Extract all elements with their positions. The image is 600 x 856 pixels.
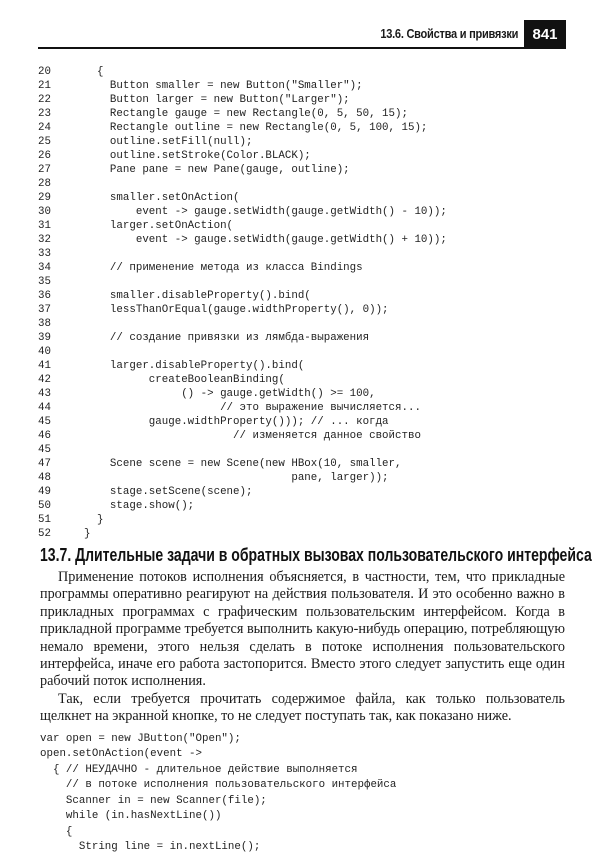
code-text: smaller.disableProperty().bind(: [84, 290, 311, 302]
line-number: 24: [38, 122, 51, 134]
code-text: createBooleanBinding(: [84, 374, 285, 386]
code-text: Button larger = new Button("Larger");: [84, 94, 350, 106]
code-line: [38, 401, 447, 415]
line-number: 22: [38, 94, 51, 106]
code-text: {: [84, 66, 104, 78]
code-text: }: [84, 514, 104, 526]
code-line: [38, 387, 447, 401]
line-number: 35: [38, 276, 51, 288]
line-number: 21: [38, 80, 51, 92]
code-text: stage.show();: [84, 500, 195, 512]
code-line: [38, 345, 447, 359]
code-line: [38, 443, 447, 457]
code-line: // в потоке исполнения пользовательского интерфейса: [40, 779, 397, 792]
code-line: [38, 415, 447, 429]
code-text: Rectangle gauge = new Rectangle(0, 5, 50, 15);: [84, 108, 408, 120]
code-line: var open = new JButton("Open");: [40, 732, 241, 745]
code-line: [38, 107, 447, 121]
line-number: 36: [38, 290, 51, 302]
code-line: [38, 93, 447, 107]
section-heading: 13.7. Длительные задачи в обратных вызовах пользовательского интерфейса: [40, 545, 592, 565]
line-number: 23: [38, 108, 51, 120]
line-number: 43: [38, 388, 51, 400]
line-number: 33: [38, 248, 51, 260]
code-text: outline.setFill(null);: [84, 136, 253, 148]
line-number: 34: [38, 262, 51, 274]
code-text: larger.setOnAction(: [84, 220, 234, 232]
code-text: // изменяется данное свойство: [84, 430, 421, 442]
line-number: 32: [38, 234, 51, 246]
code-text: event -> gauge.setWidth(gauge.getWidth() - 10));: [84, 206, 447, 218]
line-number: 45: [38, 444, 51, 456]
code-line: [38, 457, 447, 471]
code-line: [38, 485, 447, 499]
line-number: 28: [38, 178, 51, 190]
line-number: 52: [38, 528, 51, 540]
code-line: [38, 471, 447, 485]
code-text: Scene scene = new Scene(new HBox(10, smaller,: [84, 458, 402, 470]
code-text: }: [84, 528, 91, 540]
paragraph: Так, если требуется прочитать содержимое файла, как только пользователь щелкнет на экранной кнопке, то не следует поступать так, как показано ниже.: [40, 690, 565, 725]
code-text: event -> gauge.setWidth(gauge.getWidth() + 10));: [84, 234, 447, 246]
code-line: [38, 191, 447, 205]
code-line: [38, 275, 447, 289]
code-line: [38, 135, 447, 149]
line-number: 49: [38, 486, 51, 498]
line-number: 29: [38, 192, 51, 204]
line-number: 26: [38, 150, 51, 162]
code-line: open.setOnAction(event ->: [40, 748, 202, 761]
page-number: 841: [524, 20, 566, 49]
paragraph: Применение потоков исполнения объясняется, в частности, тем, что прикладные программы оперативно реагируют на действия пользователя. И это особенно важно в прикладных программах с графическим пользовательским интерфейсом. Когда в прикладной программе требуется выполнить какую-нибудь операцию, потребляющую немало времени, этого нельзя сделать в потоке исполнения пользовательского интерфейса, иначе его работа застопорится. Вместо этого следует запустить еще один рабочий поток исполнения.: [40, 569, 565, 690]
code-text: // создание привязки из лямбда-выражения: [84, 332, 370, 344]
code-line: [38, 331, 447, 345]
line-number: 50: [38, 500, 51, 512]
code-line: [38, 219, 447, 233]
code-text: lessThanOrEqual(gauge.widthProperty(), 0));: [84, 304, 389, 316]
code-line: [38, 65, 447, 79]
code-line: [38, 429, 447, 443]
code-snippet: [40, 732, 565, 856]
code-text: () -> gauge.getWidth() >= 100,: [84, 388, 376, 400]
code-line: {: [40, 825, 73, 838]
code-line: [38, 163, 447, 177]
line-number: 47: [38, 458, 51, 470]
code-line: String line = in.nextLine();: [40, 841, 261, 854]
code-text: gauge.widthProperty())); // ... когда: [84, 416, 389, 428]
code-text: larger.disableProperty().bind(: [84, 360, 305, 372]
code-line: [38, 373, 447, 387]
code-listing: [38, 65, 447, 541]
code-line: [38, 247, 447, 261]
code-line: [38, 359, 447, 373]
code-line: Scanner in = new Scanner(file);: [40, 794, 267, 807]
running-header-title: 13.6. Свойства и привязки: [380, 26, 518, 41]
code-text: smaller.setOnAction(: [84, 192, 240, 204]
code-line: [38, 303, 447, 317]
code-text: stage.setScene(scene);: [84, 486, 253, 498]
code-line: [38, 261, 447, 275]
code-text: pane, larger));: [84, 472, 389, 484]
line-number: 25: [38, 136, 51, 148]
code-line: [38, 79, 447, 93]
code-text: // применение метода из класса Bindings: [84, 262, 363, 274]
line-number: 39: [38, 332, 51, 344]
line-number: 46: [38, 430, 51, 442]
line-number: 20: [38, 66, 51, 78]
code-line: while (in.hasNextLine()): [40, 810, 222, 823]
code-line: [38, 121, 447, 135]
line-number: 42: [38, 374, 51, 386]
line-number: 30: [38, 206, 51, 218]
line-number: 38: [38, 318, 51, 330]
code-line: [38, 177, 447, 191]
line-number: 44: [38, 402, 51, 414]
code-line: [38, 233, 447, 247]
line-number: 45: [38, 416, 51, 428]
code-text: Button smaller = new Button("Smaller");: [84, 80, 363, 92]
code-line: [38, 317, 447, 331]
code-line: [38, 149, 447, 163]
header-rule: [38, 47, 565, 49]
line-number: 31: [38, 220, 51, 232]
line-number: 41: [38, 360, 51, 372]
code-text: // это выражение вычисляется...: [84, 402, 421, 414]
code-text: Pane pane = new Pane(gauge, outline);: [84, 164, 350, 176]
line-number: 51: [38, 514, 51, 526]
code-text: Rectangle outline = new Rectangle(0, 5, 100, 15);: [84, 122, 428, 134]
code-line: { // НЕУДАЧНО - длительное действие выполняется: [40, 763, 358, 776]
code-line: [38, 499, 447, 513]
line-number: 37: [38, 304, 51, 316]
code-text: outline.setStroke(Color.BLACK);: [84, 150, 311, 162]
section-body: [40, 541, 592, 856]
code-line: [38, 205, 447, 219]
code-line: [38, 289, 447, 303]
code-line: [38, 527, 447, 541]
line-number: 40: [38, 346, 51, 358]
line-number: 27: [38, 164, 51, 176]
code-line: [38, 513, 447, 527]
line-number: 48: [38, 472, 51, 484]
